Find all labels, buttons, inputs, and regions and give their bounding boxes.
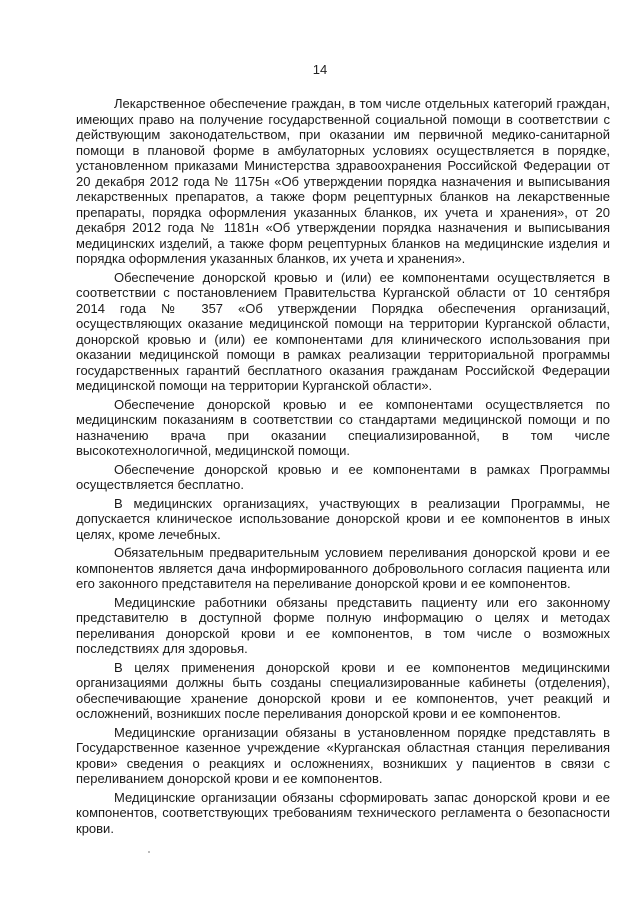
document-body	[76, 96, 610, 839]
paragraph-blood-supply-free: Обеспечение донорской кровью и ее компонентами в рамках Программы осуществляется бесплатно.	[76, 461, 610, 492]
paragraph-specialized-units: В целях применения донорской крови и ее компонентов медицинскими организациями должны быть созданы специализированные кабинеты (отделения), обеспечивающие хранение донорской крови и ее компонентов, учет реакций и осложнений, возникших после переливания донорской крови и ее компонентов.	[76, 659, 610, 721]
paragraph-patient-information: Медицинские работники обязаны представить пациенту или его законному представителю в доступной форме полную информацию о целях и методах переливания донорской крови и ее компонентов, в том числе о возможных последствиях для здоровья.	[76, 594, 610, 656]
paragraph-reporting: Медицинские организации обязаны в установленном порядке представлять в Государственное казенное учреждение «Курганская областная станция переливания крови» сведения о реакциях и осложнениях, возникших у пациентов в связи с переливанием донорской крови и ее компонентов.	[76, 724, 610, 786]
paragraph-clinical-use-restriction: В медицинских организациях, участвующих в реализации Программы, не допускается клиническое использование донорской крови и ее компонентов в иных целях, кроме лечебных.	[76, 495, 610, 542]
paragraph-blood-supply-indications: Обеспечение донорской кровью и ее компонентами осуществляется по медицинским показаниям в соответствии со стандартами медицинской помощи и по назначению врача при оказании специализированной, в том числе высокотехнологичной, медицинской помощи.	[76, 396, 610, 458]
paragraph-drug-provision: Лекарственное обеспечение граждан, в том числе отдельных категорий граждан, имеющих право на получение государственной социальной помощи в соответствии с действующим законодательством, при оказании им первичной медико-санитарной помощи в плановой форме в амбулаторных условиях осуществляется в порядке, установленном приказами Министерства здравоохранения Российской Федерации от 20 декабря 2012 года № 1175н «Об утверждении порядка назначения и выписывания лекарственных препаратов, а также форм рецептурных бланков на лекарственные препараты, порядка оформления указанных бланков, их учета и хранения», от 20 декабря 2012 года № 1181н «Об утверждении порядка назначения и выписывания медицинских изделий, а также форм рецептурных бланков на медицинские изделия и порядка оформления указанных бланков, их учета и хранения».	[76, 96, 610, 266]
scan-speck	[148, 851, 150, 853]
paragraph-informed-consent: Обязательным предварительным условием переливания донорской крови и ее компонентов является дача информированного добровольного согласия пациента или его законного представителя на переливание донорской крови и ее компонентов.	[76, 545, 610, 591]
paragraph-blood-reserve: Медицинские организации обязаны сформировать запас донорской крови и ее компонентов, соответствующих требованиям технического регламента о безопасности крови.	[76, 789, 610, 836]
paragraph-blood-supply-regulation: Обеспечение донорской кровью и (или) ее компонентами осуществляется в соответствии с постановлением Правительства Курганской области от 10 сентября 2014 года № 357 «Об утверждении Порядка обеспечения организаций, осуществляющих оказание медицинской помощи на территории Курганской области, донорской кровью и (или) ее компонентами для клинического использования при оказании медицинской помощи в рамках реализации территориальной программы государственных гарантий бесплатного оказания гражданам Российской Федерации медицинской помощи на территории Курганской области».	[76, 269, 610, 393]
page-number: 14	[312, 62, 328, 77]
